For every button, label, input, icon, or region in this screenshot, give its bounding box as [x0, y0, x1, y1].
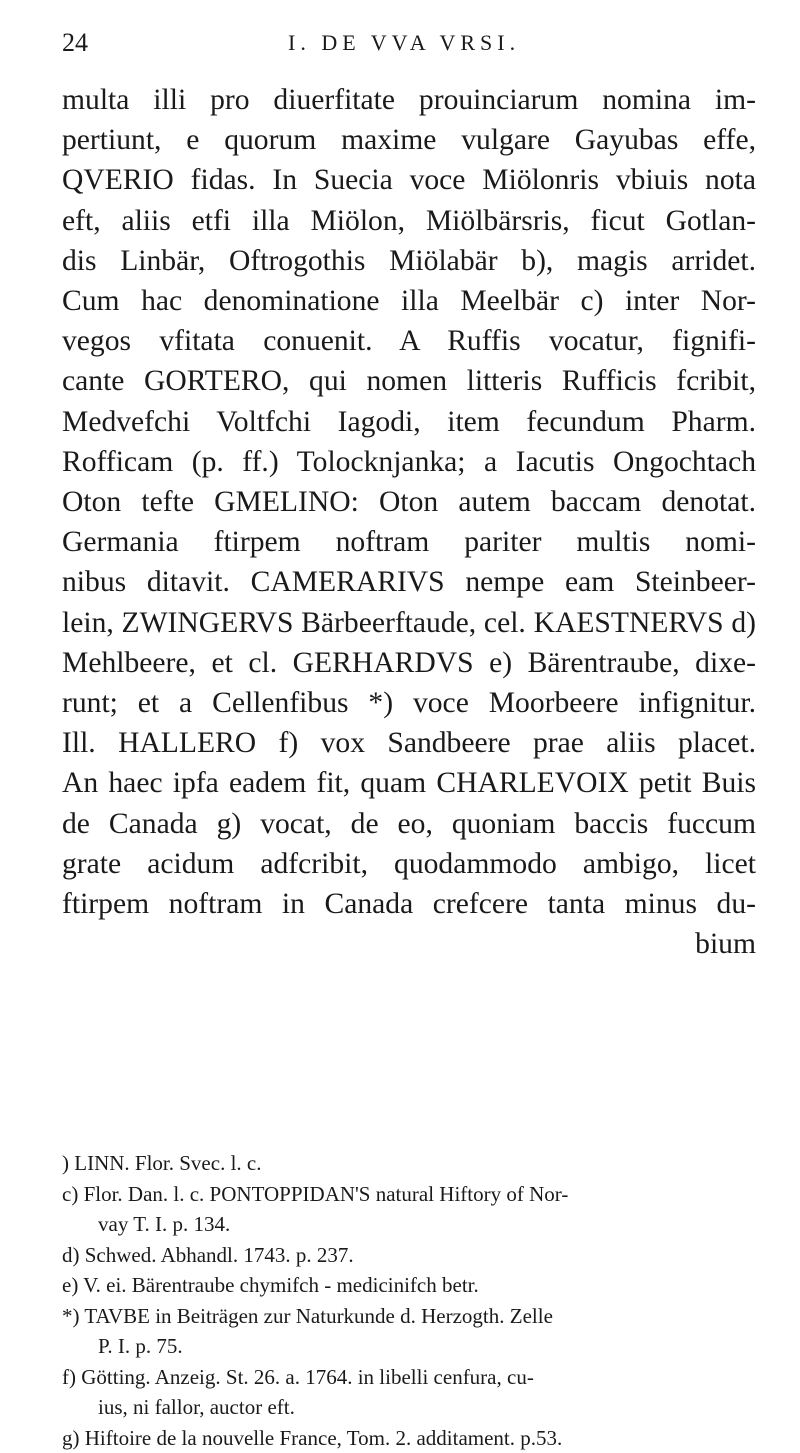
footnote: ) LINN. Flor. Svec. l. c. [62, 1148, 756, 1179]
text-line: multa illi pro diuerfitate prouinciarum nomina im- [62, 80, 756, 120]
text-line: eft, aliis etfi illa Miölon, Miölbärsris, ficut Gotlan- [62, 201, 756, 241]
text-line: lein, ZWINGERVS Bärbeerftaude, cel. KAESTNERVS d) [62, 603, 756, 643]
footnote: c) Flor. Dan. l. c. PONTOPPIDAN'S natural Hiftory of Nor- [62, 1179, 756, 1210]
main-text [62, 80, 756, 964]
text-line: pertiunt, e quorum maxime vulgare Gayubas effe, [62, 120, 756, 160]
running-title: I. DE VVA VRSI. [288, 30, 520, 56]
text-line: Cum hac denominatione illa Meelbär c) inter Nor- [62, 281, 756, 321]
footnote: f) Götting. Anzeig. St. 26. a. 1764. in libelli cenfura, cu- [62, 1362, 756, 1393]
text-line: ftirpem noftram in Canada crefcere tanta minus du- [62, 884, 756, 924]
text-line: nibus ditavit. CAMERARIVS nempe eam Steinbeer- [62, 562, 756, 602]
text-line: Germania ftirpem noftram pariter multis nomi- [62, 522, 756, 562]
page-header [62, 28, 738, 62]
footnote: e) V. ei. Bärentraube chymifch - medicinifch betr. [62, 1270, 756, 1301]
text-line-last: bium [62, 924, 756, 964]
text-line: Ill. HALLERO f) vox Sandbeere prae aliis placet. [62, 723, 756, 763]
text-line: An haec ipfa eadem fit, quam CHARLEVOIX petit Buis [62, 763, 756, 803]
footnotes [62, 1148, 756, 1453]
footnote-continuation: ius, ni fallor, auctor eft. [62, 1392, 756, 1423]
text-line: QVERIO fidas. In Suecia voce Miölonris vbiuis nota [62, 160, 756, 200]
text-line: cante GORTERO, qui nomen litteris Rufficis fcribit, [62, 361, 756, 401]
text-line: Mehlbeere, et cl. GERHARDVS e) Bärentraube, dixe- [62, 643, 756, 683]
footnote: d) Schwed. Abhandl. 1743. p. 237. [62, 1240, 756, 1271]
text-line: dis Linbär, Oftrogothis Miölabär b), magis arridet. [62, 241, 756, 281]
text-line: Rofficam (p. ff.) Tolocknjanka; a Iacutis Ongochtach [62, 442, 756, 482]
text-line: grate acidum adfcribit, quodammodo ambigo, licet [62, 844, 756, 884]
footnote-continuation: P. I. p. 75. [62, 1331, 756, 1362]
footnote: *) TAVBE in Beiträgen zur Naturkunde d. Herzogth. Zelle [62, 1301, 756, 1332]
footnote: g) Hiftoire de la nouvelle France, Tom. 2. additament. p.53. [62, 1423, 756, 1453]
text-line: Medvefchi Voltfchi Iagodi, item fecundum Pharm. [62, 402, 756, 442]
footnote-continuation: vay T. I. p. 134. [62, 1209, 756, 1240]
page-number: 24 [62, 28, 88, 58]
text-line: de Canada g) vocat, de eo, quoniam baccis fuccum [62, 804, 756, 844]
text-line: Oton tefte GMELINO: Oton autem baccam denotat. [62, 482, 756, 522]
text-line: runt; et a Cellenfibus *) voce Moorbeere infignitur. [62, 683, 756, 723]
text-line: vegos vfitata conuenit. A Ruffis vocatur, fignifi- [62, 321, 756, 361]
